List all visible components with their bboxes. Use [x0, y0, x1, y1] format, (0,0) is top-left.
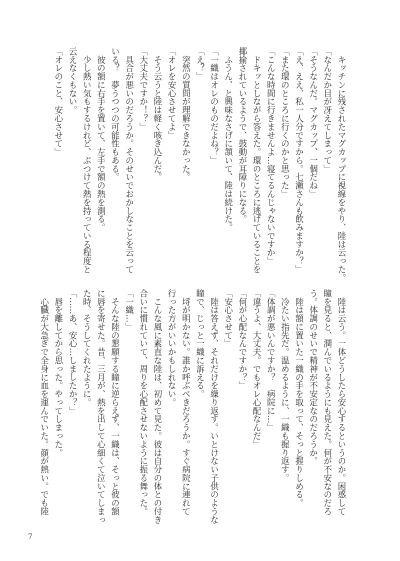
text-line: いる？ 夢うつつの可能性もある。 — [110, 47, 121, 182]
text-line: 行った方がいいかもしれない。 — [167, 289, 178, 407]
text-line: 「違うよ、大丈夫。でもオレ心配なんだ」 — [252, 289, 263, 449]
text-line: う。体調のせいで精神が不安定なのだろうか。 — [308, 289, 319, 466]
text-line: 具合が悪いのだろうか。そのせいでおかしなことを云って — [124, 47, 135, 274]
text-line: 陸は云う。一体どうしたら安心するというのか。困惑して — [337, 289, 347, 516]
text-line: 瞳を見ると、潤んでいるようにも見えた。何が不安なのだろ — [322, 289, 333, 516]
text-line: 「一織はオレのものだよね？」 — [209, 47, 220, 165]
text-line: た時、そうしてくれたように。 — [82, 289, 93, 407]
lower-text-block — [37, 289, 349, 524]
text-line: そんな陸の懇願する瞳に逆らえず、一織は、そっと彼の額 — [110, 289, 121, 516]
page-number: 7 — [28, 533, 33, 541]
text-line: 揶揄されているようで、鼓動が耳障りになる。 — [237, 47, 248, 224]
text-line: 「え？」 — [195, 47, 206, 81]
text-line: 「何が心配なんですか？」 — [237, 289, 248, 390]
text-line: 冷たい指先だ。温めるように、一織も握り返す。 — [280, 289, 291, 482]
text-line: ドキッとしながら答えた。環のところに逃げていることを — [252, 47, 263, 274]
text-line: 陸は額に置いた一織の手を取って、そっと握りしめる。 — [294, 289, 305, 508]
text-line: 「そうなんだ。マグカップ、一個だね」 — [308, 47, 319, 199]
text-line: こんな風に素直な陸は、初めて見た。彼は自分の体との付き — [152, 289, 163, 524]
text-line: 「え、ええ、私一人分ですから。七瀬さんも飲みますか？」 — [294, 47, 305, 274]
text-line: 「また環のところに行くのかと思った」 — [280, 47, 291, 199]
text-line: 心臓が大急ぎで全身に血を運んでいた。顔が熱い。でも陸 — [39, 289, 50, 516]
text-line: 突然の質問が理解できなかった。 — [181, 47, 192, 182]
text-line: キッチンに残されたマグカップに視線をやり、陸は云った。 — [337, 47, 347, 282]
text-line: 「一織…」 — [124, 289, 135, 331]
text-line: 唇を離してから思った。やってしまった。 — [53, 289, 64, 457]
text-line: 云えなくもない。 — [68, 47, 79, 115]
text-line: 「体調が悪いんですか？ 病院に…」 — [266, 289, 277, 432]
text-line: 少し熱い気もするけれど、ぶつけて熱を持っている程度と — [82, 47, 93, 274]
text-line: に唇を寄せた。昔、三月が、熱を出して心細くて泣いてしまっ — [96, 289, 107, 524]
text-line: 彼の額に右手を置いて、左手で額の熱を測る。 — [96, 47, 107, 232]
text-line: そう云うと陸は軽く咳き込んだ。 — [152, 47, 163, 182]
text-line: 瞳で、じっと一織に訴える。 — [195, 289, 206, 399]
text-line: 「なんだか目が冴えてしまって」 — [322, 47, 333, 173]
text-line: 合いに慣れていて、周りを心配させないように振る舞った。 — [138, 289, 149, 516]
text-line: ふうん、と興味なさげに頷いて、陸は続けた。 — [223, 47, 234, 232]
upper-text-block — [37, 47, 349, 282]
text-line: 「こんな時間に行きませんよ…寝てるんじゃないですか」 — [266, 47, 277, 266]
text-line: 陸は答えず、それだけを繰り返す。いとけない子供のような — [209, 289, 220, 524]
text-line: 「オレのこと、安心させて」 — [53, 47, 64, 157]
text-line: 「……あ、安心…しましたか？」 — [68, 289, 79, 415]
text-line: 埒が明かない。誰か呼ぶべきだろうか。すぐ病院に連れて — [181, 289, 192, 516]
text-line: 「オレを安心させてよ」 — [167, 47, 178, 140]
text-line: 「安心させて」 — [223, 289, 234, 348]
text-line: 「大丈夫ですか！？」 — [138, 47, 149, 131]
